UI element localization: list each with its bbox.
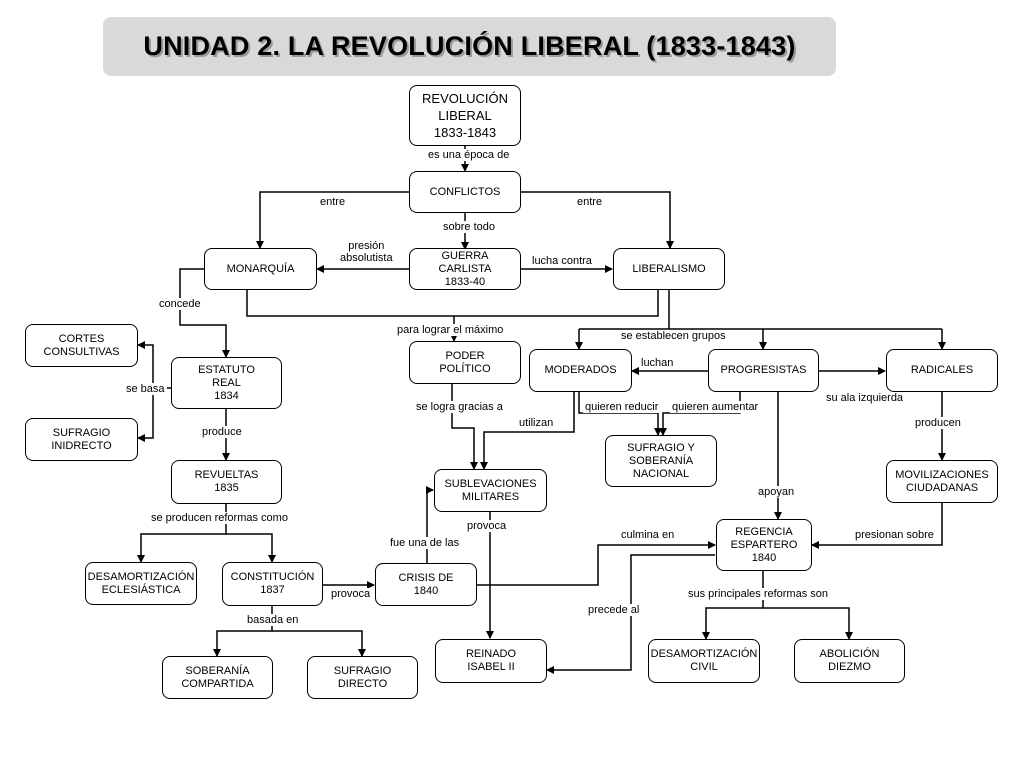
node-estatuto-real: ESTATUTO REAL 1834 [171, 357, 282, 409]
page-title: UNIDAD 2. LA REVOLUCIÓN LIBERAL (1833-1843) [143, 31, 796, 61]
label-sus-principales-reformas: sus principales reformas son [688, 588, 829, 600]
label-precede-al: precede al [588, 604, 640, 616]
node-desamortizacion-civil: DESAMORTIZACIÓN CIVIL [648, 639, 760, 683]
node-poder-politico: PODER POLÍTICO [409, 341, 521, 384]
label-se-producen-reformas: se producen reformas como [151, 512, 288, 524]
node-sufragio-directo: SUFRAGIO DIRECTO [307, 656, 418, 699]
node-abolicion-diezmo: ABOLICIÓN DIEZMO [794, 639, 905, 683]
label-se-establecen-grupos: se establecen grupos [621, 330, 726, 342]
node-reinado-isabel-ii: REINADO ISABEL II [435, 639, 547, 683]
node-guerra-carlista: GUERRA CARLISTA 1833-40 [409, 248, 521, 290]
node-progresistas: PROGRESISTAS [708, 349, 819, 392]
label-fue-una-de-las: fue una de las [390, 537, 460, 549]
label-quieren-aumentar: quieren aumentar [672, 401, 759, 413]
node-monarquia: MONARQUÍA [204, 248, 317, 290]
node-revueltas: REVUELTAS 1835 [171, 460, 282, 504]
node-crisis-1840: CRISIS DE 1840 [375, 563, 477, 606]
node-cortes-consultivas: CORTES CONSULTIVAS [25, 324, 138, 367]
label-entre-left: entre [320, 196, 346, 208]
label-provoca-crisis: provoca [331, 588, 371, 600]
node-moderados: MODERADOS [529, 349, 632, 392]
node-conflictos: CONFLICTOS [409, 171, 521, 213]
label-se-logra-gracias: se logra gracias a [416, 401, 503, 413]
label-luchan: luchan [641, 357, 674, 369]
label-quieren-reducir: quieren reducir [585, 401, 659, 413]
label-presionan-sobre: presionan sobre [855, 529, 934, 541]
node-sufragio-indirecto: SUFRAGIO INIDRECTO [25, 418, 138, 461]
label-basada-en: basada en [247, 614, 299, 626]
label-es-una-epoca: es una época de [428, 149, 510, 161]
node-soberania-compartida: SOBERANÍA COMPARTIDA [162, 656, 273, 699]
node-liberalismo: LIBERALISMO [613, 248, 725, 290]
label-sobre-todo: sobre todo [443, 221, 495, 233]
node-revolucion-liberal: REVOLUCIÓN LIBERAL 1833-1843 [409, 85, 521, 146]
label-concede: concede [159, 298, 201, 310]
node-sublevaciones-militares: SUBLEVACIONES MILITARES [434, 469, 547, 512]
node-constitucion-1837: CONSTITUCIÓN 1837 [222, 562, 323, 606]
label-culmina-en: culmina en [621, 529, 675, 541]
label-entre-right: entre [577, 196, 603, 208]
label-producen: producen [915, 417, 961, 429]
node-sufragio-soberania-nacional: SUFRAGIO Y SOBERANÍA NACIONAL [605, 435, 717, 487]
label-se-basa: se basa [126, 383, 165, 395]
label-utilizan: utilizan [519, 417, 554, 429]
node-movilizaciones-ciudadanas: MOVILIZACIONES CIUDADANAS [886, 460, 998, 503]
node-regencia-espartero: REGENCIA ESPARTERO 1840 [716, 519, 812, 571]
label-produce: produce [202, 426, 242, 438]
label-su-ala-izquierda: su ala izquierda [826, 392, 904, 404]
node-desamortizacion-eclesiastica: DESAMORTIZACIÓN ECLESIÁSTICA [85, 562, 197, 605]
node-radicales: RADICALES [886, 349, 998, 392]
label-para-lograr: para lograr el máximo [397, 324, 504, 336]
label-presion-absolutista: presión absolutista [340, 240, 393, 264]
label-apoyan: apoyan [758, 486, 795, 498]
label-lucha-contra: lucha contra [532, 255, 592, 267]
label-provoca-sublevaciones: provoca [467, 520, 507, 532]
